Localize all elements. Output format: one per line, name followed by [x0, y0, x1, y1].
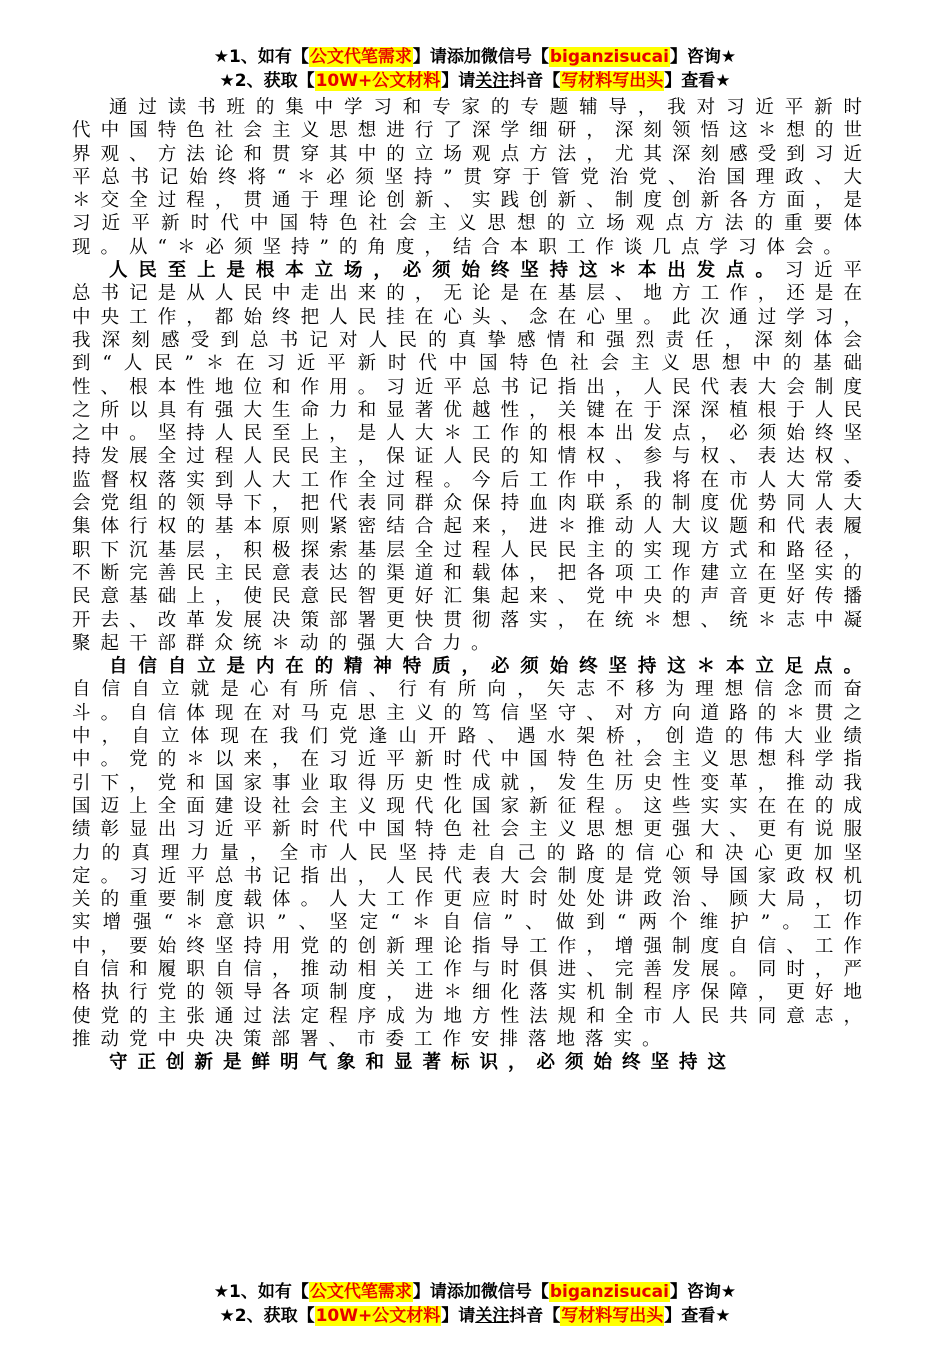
highlight-materials: 10W+公文材料: [315, 71, 441, 91]
banner-text: 】请添加微信号【: [412, 1282, 549, 1302]
highlight-douyin-account: 写材料写出头: [561, 71, 664, 91]
paragraph-text: 自信自立就是心有所信、行有所向，矢志不移为理想信念而奋斗。自信体现在对马克思主义的笃信坚守、对方向道路的＊贯之中，自立体现在我们党逢山开路、遇水架桥，创造的伟大业绩中。党的＊以来，在习近平新时代中国特色社会主义思想科学指引下，党和国家事业取得历史性成就，发生历史性变革，推动我国迈上全面建设社会主义现代化国家新征程。这些实实在在的成绩彰显出习近平新时代中国特色社会主义思想更强大、更有说服力的真理力量，全市人民坚持走自己的路的信心和决心更加坚定。习近平总书记指出，人民代表大会制度是党领导国家政权机关的重要制度载体。人大工作更应时时处处讲政治、顾大局，切实增强“＊意识”、坚定“＊自信”、做到“两个维护”。工作中，要始终坚持用党的创新理论指导工作，增强制度自信、工作自信和履职自信，推动相关工作与时俱进、完善发展。同时，严格执行党的领导各项制度，进＊细化落实机制程序保障，更好地使党的主张通过法定程序成为地方性法规和全市人民共同意志，推动党中央决策部署、市委工作安排落地落实。: [72, 679, 872, 1050]
banner-text: 】查看★: [664, 1306, 731, 1326]
paragraph-heading: 人民至上是根本立场，必须始终坚持这＊本出发点。: [109, 260, 785, 282]
star-prefix: ★1、如有【: [213, 47, 309, 67]
bottom-promo-banner: [0, 1280, 950, 1328]
banner-text: ★2、获取【: [219, 71, 315, 91]
banner-text: 】请添加微信号【: [412, 47, 549, 67]
bottom-promo-line-2: [0, 1304, 950, 1328]
highlight-wechat-id: biganzisucai: [549, 47, 669, 67]
underlined-follow: 关注: [475, 1306, 510, 1326]
paragraph-heading: 自信自立是内在的精神特质，必须始终坚持这＊本立足点。: [109, 656, 872, 678]
underlined-follow: 关注: [475, 71, 510, 91]
document-body: [72, 96, 872, 1074]
banner-text: 抖音【: [509, 1306, 561, 1326]
top-promo-line-1: [0, 45, 950, 69]
banner-text: 】请: [441, 71, 476, 91]
banner-text: 】查看★: [664, 71, 731, 91]
paragraph-people-first: [72, 259, 872, 655]
bottom-promo-line-1: [0, 1280, 950, 1304]
paragraph-text: 习近平总书记是从人民中走出来的，无论是在基层、地方工作，还是在中央工作，都始终把人民挂在心头、念在心里。此次通过学习，我深刻感受到总书记对人民的真挚感情和强烈责任，深刻体会到“人民”＊在习近平新时代中国特色社会主义思想中的基础性、根本性地位和作用。习近平总书记指出，人民代表大会制度之所以具有强大生命力和显著优越性，关键在于深深植根于人民之中。坚持人民至上，是人大＊工作的根本出发点，必须始终坚持发展全过程人民民主，保证人民的知情权、参与权、表达权、监督权落实到人大工作全过程。今后工作中，我将在市人大常委会党组的领导下，把代表同群众保持血肉联系的制度优势同人大集体行权的基本原则紧密结合起来，进＊推动人大议题和代表履职下沉基层，积极探索基层全过程人民民主的实现方式和路径，不断完善民主民意表达的渠道和载体，把各项工作建立在坚实的民意基础上，使民意民智更好汇集起来、党中央的声音更好传播开去、改革发展决策部署更快贯彻落实，在统＊想、统＊志中凝聚起干部群众统＊动的强大合力。: [72, 260, 872, 654]
highlight-wechat-id: biganzisucai: [549, 1282, 669, 1302]
banner-text: 抖音【: [509, 71, 561, 91]
top-promo-banner: [0, 45, 950, 93]
paragraph-self-confidence: [72, 655, 872, 1051]
highlight-ghostwriting: 公文代笔需求: [309, 47, 412, 67]
paragraph-intro: 通过读书班的集中学习和专家的专题辅导，我对习近平新时代中国特色社会主义思想进行了深学细研，深刻领悟这＊想的世界观、方法论和贯穿其中的立场观点方法，尤其深刻感受到习近平总书记始终将“＊必须坚持”贯穿于管党治党、治国理政、大＊交全过程，贯通于理论创新、实践创新、制度创新各方面，是习近平新时代中国特色社会主义思想的立场观点方法的重要体现。从“＊必须坚持”的角度，结合本职工作谈几点学习体会。: [72, 97, 872, 258]
highlight-materials: 10W+公文材料: [315, 1306, 441, 1326]
paragraph-heading: 守正创新是鲜明气象和显著标识，必须始终坚持这: [109, 1052, 737, 1074]
banner-text: ★2、获取【: [219, 1306, 315, 1326]
highlight-douyin-account: 写材料写出头: [561, 1306, 664, 1326]
highlight-ghostwriting: 公文代笔需求: [309, 1282, 412, 1302]
banner-text: ★1、如有【: [213, 1282, 309, 1302]
banner-text: 】请: [441, 1306, 476, 1326]
banner-text: 】咨询★: [669, 1282, 737, 1302]
banner-text: 】咨询★: [669, 47, 737, 67]
top-promo-line-2: [0, 69, 950, 93]
paragraph-innovation: [72, 1051, 872, 1074]
